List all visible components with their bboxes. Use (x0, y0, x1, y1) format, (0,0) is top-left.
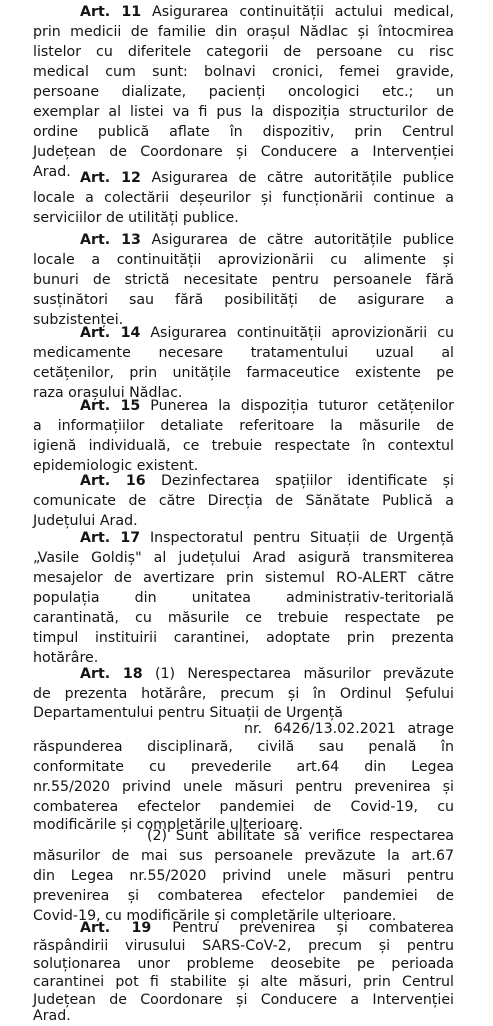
art17-line: „Vasile Goldiș" al județului Arad asigură transmiterea (33, 550, 454, 566)
art11-line: prin medicii de familie din orașul Nădlac și întocmirea (33, 24, 454, 40)
art18-line: Art. 18 (1) Nerespectarea măsurilor prevăzute (80, 666, 454, 682)
article-number: Art. 18 (80, 666, 143, 682)
art19-line: Art. 19 Pentru prevenirea și combaterea (80, 920, 454, 936)
art18-line: din Legea nr.55/2020 privind unele măsuri pentru (33, 868, 454, 884)
art11-line: Județean de Coordonare și Conducere a Intervenției (33, 144, 454, 160)
art11-line: ordine publică aflate în dispozitiv, prin Centrul (33, 124, 454, 140)
art14-line: cetățenilor, prin unitățile farmaceutice existente pe (33, 365, 454, 381)
art18-line: (2) Sunt abilitate să verifice respectarea (147, 828, 454, 844)
art16-line: comunicate de către Direcția de Sănătate Publică a (33, 493, 454, 509)
art13-line: bunuri de strictă necesitate pentru persoanele fără (33, 272, 454, 288)
art13-line: susținători sau fără posibilități de asigurare a (33, 292, 454, 308)
art19-line: carantinei pot fi stabilite și alte măsuri, prin Centrul (33, 974, 454, 990)
article-number: Art. 11 (80, 4, 142, 20)
art13-line: subzistenței. (33, 312, 124, 328)
art12-line: serviciilor de utilități publice. (33, 210, 239, 226)
art18-line: de prezenta hotărâre, precum și în Ordinul Șefului (33, 686, 454, 702)
art18-line: măsurilor de mai sus persoanele prevăzute la art.67 (33, 848, 454, 864)
art18-line: nr. 6426/13.02.2021 atrage (244, 721, 454, 737)
art13-line: locale a continuității aprovizionării cu alimente și (33, 252, 454, 268)
art18-line: combaterea efectelor pandemiei de Covid-19, cu (33, 799, 454, 815)
article-number: Art. 12 (80, 170, 141, 186)
art19-line: Arad. (33, 1008, 71, 1024)
art15-line: Art. 15 Punerea la dispoziția tuturor cetățenilor (80, 398, 454, 414)
art15-line: a informațiilor detaliate referitoare la măsurile de (33, 418, 454, 434)
art14-line: Art. 14 Asigurarea continuității aprovizionării cu (80, 325, 454, 341)
art11-line: medical cum sunt: bolnavi cronici, femei gravide, (33, 64, 454, 80)
art18-line: răspunderea disciplinară, civilă sau penală în (33, 739, 454, 755)
art15-line: epidemiologic existent. (33, 458, 199, 474)
art11-line: listelor cu diferitele categorii de persoane cu risc (33, 44, 454, 60)
art16-line: Art. 16 Dezinfectarea spațiilor identificate și (80, 473, 454, 489)
art11-line: Art. 11 Asigurarea continuității actului medical, (80, 4, 454, 20)
article-number: Art. 17 (80, 530, 141, 546)
art17-line: populația din unitatea administrativ-teritorială (33, 590, 454, 606)
art19-line: Județean de Coordonare și Conducere a Intervenției (33, 992, 454, 1008)
art17-line: timpul instituirii carantinei, adoptate prin prezenta (33, 630, 454, 646)
art18-line: modificările și completările ulterioare. (33, 817, 303, 833)
art16-line: Județului Arad. (33, 513, 138, 529)
art18-line: conformitate cu prevederile art.64 din Legea (33, 759, 454, 775)
art17-line: carantinată, cu măsurile ce trebuie respectate pe (33, 610, 454, 626)
article-number: Art. 15 (80, 398, 141, 414)
art19-line: răspândirii virusului SARS-CoV-2, precum și pentru (33, 938, 454, 954)
article-number: Art. 14 (80, 325, 141, 341)
art14-line: raza orașului Nădlac. (33, 385, 183, 401)
art14-line: medicamente necesare tratamentului uzual al (33, 345, 454, 361)
art17-line: Art. 17 Inspectoratul pentru Situații de Urgență (80, 530, 454, 546)
art19-line: soluționarea unor probleme deosebite pe perioada (33, 956, 454, 972)
art17-line: mesajelor de avertizare prin sistemul RO-ALERT către (33, 570, 454, 586)
art18-line: nr.55/2020 privind unele măsuri pentru prevenirea și (33, 779, 454, 795)
art15-line: igienă individuală, ce trebuie respectate în contextul (33, 438, 454, 454)
art18-line: Covid-19, cu modificările și completările ulterioare. (33, 908, 397, 924)
article-number: Art. 13 (80, 232, 141, 248)
art13-line: Art. 13 Asigurarea de către autoritățile publice (80, 232, 454, 248)
art11-line: exemplar al listei va fi pus la dispoziția structurilor de (33, 104, 454, 120)
art17-line: hotărâre. (33, 650, 99, 666)
article-number: Art. 16 (80, 473, 146, 489)
art18-line: Departamentului pentru Situații de Urgență (33, 705, 343, 721)
art11-line: persoane dializate, pacienți oncologici etc.; un (33, 84, 454, 100)
article-number: Art. 19 (80, 920, 152, 936)
art11-line: Arad. (33, 164, 71, 180)
art12-line: locale a colectării deșeurilor și funcționării continue a (33, 190, 454, 206)
art12-line: Art. 12 Asigurarea de către autoritățile publice (80, 170, 454, 186)
art18-line: prevenirea și combaterea efectelor pandemiei de (33, 888, 454, 904)
